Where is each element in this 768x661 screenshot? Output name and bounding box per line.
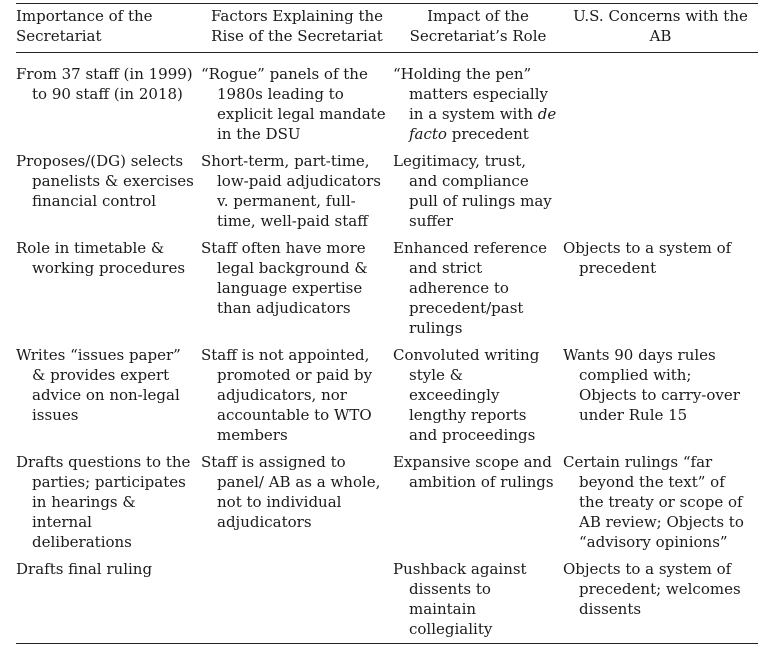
cell-impact: “Holding the pen” matters especially in a system with de facto precedent: [393, 65, 557, 143]
cell-factors: Staff often have more legal background & language expertise than adjudicators: [201, 239, 368, 317]
header-us-concerns: U.S. Concerns with the AB: [563, 4, 758, 53]
cell-impact: Legitimacy, trust, and compliance pull of rulings may suffer: [393, 152, 552, 230]
header-row: [16, 4, 758, 53]
cell-factors: Short-term, part-time, low-paid adjudicators v. permanent, full-time, well-paid staff: [201, 152, 381, 230]
cell-impact: Expansive scope and ambition of rulings: [393, 453, 554, 491]
cell-us-concerns: Wants 90 days rules complied with; Objects to carry-over under Rule 15: [563, 346, 740, 424]
header-factors: Factors Explaining the Rise of the Secretariat: [201, 4, 393, 53]
table-row: [16, 53, 758, 152]
de-facto-italic: de facto: [409, 105, 557, 143]
table-row: [16, 345, 758, 452]
cell-factors: “Rogue” panels of the 1980s leading to explicit legal mandate in the DSU: [201, 65, 386, 143]
table-row: [16, 452, 758, 559]
cell-us-concerns: Objects to a system of precedent; welcomes dissents: [563, 560, 741, 618]
cell-factors: Staff is not appointed, promoted or paid by adjudicators, nor accountable to WTO members: [201, 346, 373, 444]
cell-importance: Proposes/(DG) selects panelists & exercises financial control: [16, 152, 194, 210]
cell-importance: From 37 staff (in 1999) to 90 staff (in 2018): [16, 65, 193, 103]
cell-impact: Enhanced reference and strict adherence to precedent/past rulings: [393, 239, 547, 337]
secretariat-table: [16, 3, 758, 644]
cell-us-concerns: [563, 151, 758, 238]
header-impact: Impact of the Secretariat’s Role: [393, 4, 563, 53]
cell-importance: Writes “issues paper” & provides expert advice on non-legal issues: [16, 346, 181, 424]
cell-us-concerns: [563, 53, 758, 152]
table-row: [16, 238, 758, 345]
cell-importance: Drafts final ruling: [16, 560, 153, 578]
cell-impact: Convoluted writing style & exceedingly lengthy reports and proceedings: [393, 346, 540, 444]
cell-us-concerns: Certain rulings “far beyond the text” of the treaty or scope of AB review; Objects to “advisory opinions”: [563, 453, 744, 551]
table-row: [16, 151, 758, 238]
cell-us-concerns: Objects to a system of precedent: [563, 239, 732, 277]
cell-importance: Drafts questions to the parties; participates in hearings & internal deliberations: [16, 453, 191, 551]
cell-impact: Pushback against dissents to maintain collegiality: [393, 560, 527, 638]
cell-factors: Staff is assigned to panel/ AB as a whole, not to individual adjudicators: [201, 453, 381, 531]
table-row: [16, 559, 758, 644]
header-importance: Importance of the Secretariat: [16, 4, 201, 53]
cell-factors: [201, 559, 393, 644]
cell-importance: Role in timetable & working procedures: [16, 239, 186, 277]
